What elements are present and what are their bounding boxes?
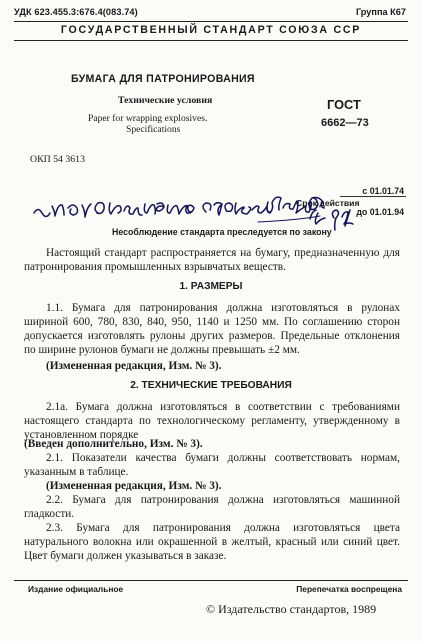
- para-2-2-text: 2.2. Бумага для патронирования должна изготовляться машинной гладкости.: [24, 494, 400, 520]
- document-title: БУМАГА ДЛЯ ПАТРОНИРОВАНИЯ: [71, 73, 255, 85]
- para-2-3: [24, 522, 400, 564]
- section-1-paragraph: [24, 302, 400, 358]
- para-2-1a: [24, 401, 400, 443]
- intro-text: Настоящий стандарт распространяется на бумагу, предназначенную для патронирования промышленных взрывчатых веществ.: [24, 247, 400, 273]
- english-title-line-1: Paper for wrapping explosives.: [88, 113, 208, 124]
- okp-code: ОКП 54 3613: [30, 154, 85, 165]
- intro-paragraph: [24, 247, 400, 275]
- udk-code: УДК 623.455.3:676.4(083.74): [14, 7, 138, 17]
- validity-label: Срок действия: [296, 198, 360, 208]
- footer-rule: [14, 580, 408, 581]
- note-2-1: (Измененная редакция, Изм. № 3).: [46, 480, 222, 492]
- handwritten-annotation: [0, 0, 422, 260]
- non-compliance-notice: Несоблюдение стандарта преследуется по закону: [112, 227, 332, 237]
- document-subtitle: Технические условия: [118, 95, 213, 106]
- para-2-1a-text: 2.1а. Бумага должна изготовляться в соответствии с требованиями настоящего стандарта по технологическому регламенту, утвержденному в установленном порядке: [24, 401, 400, 441]
- para-2-2: [24, 494, 400, 522]
- section-1-text: 1.1. Бумага для патронирования должна изготовляться в рулонах шириной 600, 780, 830, 840, 950, 1140 и 1250 мм. По соглашению сторон допускается изготовлять рулоны других размеров. Предельные отклонения по ширине рулонов бумаги не должны превышать ±2 мм.: [24, 302, 400, 356]
- note-2-1a: (Введен дополнительно, Изм. № 3).: [24, 438, 203, 450]
- para-2-3-text: 2.3. Бумага для патронирования должна изготовляться цвета натурального волокна или окрашенной в желтый, красный или синий цвет. Цвет бумаги должен указываться в заказе.: [24, 522, 400, 562]
- section-1-heading: 1. РАЗМЕРЫ: [179, 281, 243, 292]
- standard-title: ГОСУДАРСТВЕННЫЙ СТАНДАРТ СОЮЗА ССР: [60, 24, 362, 36]
- validity-date-to: до 01.01.94: [356, 207, 404, 217]
- gost-label: ГОСТ: [327, 97, 361, 112]
- section-2-heading: 2. ТЕХНИЧЕСКИЕ ТРЕБОВАНИЯ: [130, 380, 292, 391]
- para-2-1: [24, 452, 400, 480]
- group-code: Группа К67: [355, 7, 406, 17]
- footer-reprint-forbidden: Перепечатка воспрещена: [296, 584, 402, 594]
- section-1-edition-note: (Измененная редакция, Изм. № 3).: [46, 360, 222, 372]
- gost-number: 6662—73: [321, 117, 369, 129]
- english-title-line-2: Specifications: [126, 124, 181, 135]
- para-2-1-text: 2.1. Показатели качества бумаги должны соответствовать нормам, указанным в таблице.: [24, 452, 400, 478]
- footer-official-edition: Издание официальное: [28, 584, 124, 594]
- footer-copyright: © Издательство стандартов, 1989: [206, 602, 377, 616]
- validity-date-from: с 01.01.74: [362, 186, 404, 196]
